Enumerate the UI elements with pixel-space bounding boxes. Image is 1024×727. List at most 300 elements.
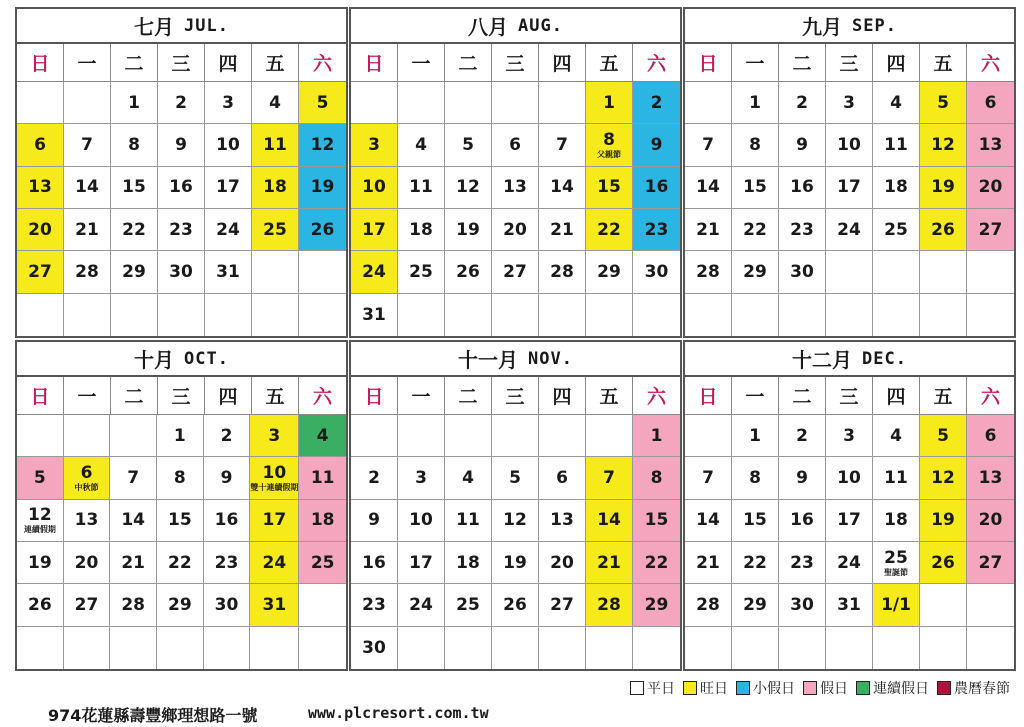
date-cell	[873, 124, 920, 166]
date-number: 22	[167, 552, 192, 573]
legend-swatch	[856, 681, 870, 695]
date-number: 5	[316, 92, 329, 113]
date-cell	[351, 500, 398, 542]
date-cell	[873, 209, 920, 251]
date-number: 18	[456, 552, 480, 573]
date-number: 27	[978, 219, 1003, 240]
date-cell	[299, 457, 346, 499]
date-cell	[685, 584, 732, 626]
date-cell	[586, 584, 633, 626]
date-cell	[351, 167, 398, 209]
date-cell	[445, 124, 492, 166]
date-number: 21	[121, 552, 145, 573]
date-number: 29	[597, 261, 621, 282]
date-number: 5	[937, 92, 949, 113]
empty-cell	[252, 294, 299, 336]
date-number: 15	[743, 510, 767, 531]
date-number: 21	[597, 552, 621, 573]
date-number: 11	[884, 467, 908, 488]
empty-cell	[685, 627, 732, 669]
empty-cell	[250, 627, 299, 669]
date-number: 25	[263, 219, 287, 240]
date-number: 17	[262, 510, 287, 531]
month-title-zh: 十一月	[458, 348, 519, 372]
date-cell	[732, 251, 779, 293]
date-cell	[539, 457, 586, 499]
date-number: 15	[167, 510, 192, 531]
empty-cell	[157, 627, 204, 669]
date-cell	[920, 500, 967, 542]
date-cell	[250, 500, 299, 542]
month-title-zh: 九月	[802, 15, 843, 39]
date-cell	[826, 82, 873, 124]
date-cell	[633, 167, 680, 209]
date-cell	[351, 294, 398, 336]
date-number: 17	[837, 510, 861, 531]
date-number: 12	[931, 467, 955, 488]
empty-cell	[685, 415, 732, 457]
date-cell	[351, 124, 398, 166]
date-cell	[17, 251, 64, 293]
weekday-header: 四	[539, 44, 586, 82]
date-cell	[252, 167, 299, 209]
date-number: 26	[931, 552, 955, 573]
date-number: 24	[262, 552, 287, 573]
weekday-header: 一	[732, 377, 779, 415]
date-cell	[732, 209, 779, 251]
date-number: 14	[696, 510, 720, 531]
empty-cell	[252, 251, 299, 293]
date-cell	[633, 584, 680, 626]
weekday-header-row	[685, 44, 1014, 82]
month-title-en: OCT.	[184, 348, 229, 369]
weekday-header: 日	[685, 44, 732, 82]
date-cell	[633, 542, 680, 584]
date-number: 12	[503, 510, 527, 531]
date-cell	[826, 124, 873, 166]
date-cell	[64, 542, 111, 584]
date-cell	[586, 251, 633, 293]
date-number: 1/1	[881, 594, 911, 615]
date-number: 8	[173, 467, 186, 488]
date-number: 21	[696, 219, 720, 240]
date-cell	[64, 167, 111, 209]
date-number: 1	[603, 92, 615, 113]
date-cell	[539, 500, 586, 542]
legend-label: 平日	[647, 681, 675, 697]
date-number: 8	[749, 134, 761, 155]
legend-item	[683, 678, 728, 698]
date-number: 10	[262, 462, 287, 483]
date-cell	[110, 500, 157, 542]
date-number: 21	[550, 219, 574, 240]
date-cell	[299, 167, 346, 209]
date-cell	[17, 457, 64, 499]
holiday-note: 聖誕節	[884, 567, 908, 577]
empty-cell	[299, 627, 346, 669]
weekday-header: 三	[826, 377, 873, 415]
empty-cell	[445, 415, 492, 457]
date-cell	[64, 500, 111, 542]
legend-item	[856, 678, 929, 698]
date-cell	[398, 167, 445, 209]
month-calendar	[683, 7, 1016, 338]
date-number: 3	[368, 134, 380, 155]
date-number: 29	[743, 594, 767, 615]
date-number: 4	[890, 425, 902, 446]
date-number: 25	[310, 552, 335, 573]
date-number: 29	[167, 594, 192, 615]
empty-cell	[873, 294, 920, 336]
date-cell	[920, 542, 967, 584]
date-cell	[492, 209, 539, 251]
date-number: 14	[550, 177, 574, 198]
weekday-header: 六	[299, 44, 346, 82]
date-number: 16	[790, 177, 814, 198]
date-number: 20	[978, 510, 1003, 531]
date-number: 22	[122, 219, 146, 240]
date-number: 26	[456, 261, 480, 282]
date-number: 4	[890, 92, 902, 113]
empty-cell	[64, 294, 111, 336]
date-cell	[586, 209, 633, 251]
date-number: 16	[644, 177, 669, 198]
date-number: 13	[74, 510, 99, 531]
date-cell	[445, 251, 492, 293]
date-number: 31	[216, 261, 240, 282]
weekday-header: 一	[64, 44, 111, 82]
weekday-header: 六	[299, 377, 346, 415]
month-title	[685, 342, 1014, 377]
weekday-header-row	[17, 44, 346, 82]
date-cell	[445, 167, 492, 209]
legend-label: 假日	[820, 681, 848, 697]
date-cell	[111, 167, 158, 209]
date-number: 25	[884, 547, 908, 568]
date-cell	[492, 584, 539, 626]
date-cell	[633, 500, 680, 542]
date-cell	[299, 542, 346, 584]
weekday-header: 日	[17, 44, 64, 82]
weekday-header: 五	[586, 44, 633, 82]
empty-cell	[110, 627, 157, 669]
date-number: 6	[984, 425, 997, 446]
holiday-note: 父親節	[597, 149, 621, 159]
date-cell	[633, 82, 680, 124]
empty-cell	[779, 627, 826, 669]
date-grid	[351, 415, 680, 669]
empty-cell	[539, 82, 586, 124]
date-cell	[586, 82, 633, 124]
date-cell	[539, 209, 586, 251]
date-number: 11	[263, 134, 287, 155]
empty-cell	[873, 251, 920, 293]
weekday-header: 日	[685, 377, 732, 415]
empty-cell	[398, 82, 445, 124]
legend-swatch	[683, 681, 697, 695]
legend-swatch	[630, 681, 644, 695]
date-cell	[873, 82, 920, 124]
date-number: 21	[696, 552, 720, 573]
date-number: 7	[702, 467, 714, 488]
date-cell	[398, 542, 445, 584]
month-title-en: DEC.	[862, 348, 907, 369]
date-number: 30	[169, 261, 193, 282]
date-number: 9	[368, 510, 380, 531]
month-title-zh: 十月	[134, 348, 175, 372]
date-number: 17	[409, 552, 433, 573]
date-number: 10	[837, 134, 861, 155]
empty-cell	[539, 627, 586, 669]
date-cell	[111, 82, 158, 124]
date-number: 2	[175, 92, 187, 113]
date-cell	[779, 415, 826, 457]
date-cell	[157, 500, 204, 542]
date-number: 2	[650, 92, 663, 113]
date-number: 29	[122, 261, 146, 282]
weekday-header: 五	[252, 44, 299, 82]
empty-cell	[299, 294, 346, 336]
date-cell	[779, 542, 826, 584]
date-grid	[685, 82, 1014, 336]
empty-cell	[685, 294, 732, 336]
date-cell	[445, 457, 492, 499]
weekday-header: 一	[398, 44, 445, 82]
date-number: 2	[368, 467, 380, 488]
date-cell	[17, 542, 64, 584]
date-cell	[920, 167, 967, 209]
date-number: 26	[27, 594, 52, 615]
date-number: 27	[74, 594, 99, 615]
date-cell	[685, 124, 732, 166]
date-cell	[351, 457, 398, 499]
empty-cell	[64, 627, 111, 669]
date-grid	[17, 82, 346, 336]
empty-cell	[967, 294, 1014, 336]
date-number: 27	[28, 261, 52, 282]
date-number: 25	[884, 219, 908, 240]
date-number: 24	[409, 594, 433, 615]
date-cell	[685, 209, 732, 251]
date-cell	[967, 415, 1014, 457]
date-number: 10	[837, 467, 861, 488]
date-cell	[351, 209, 398, 251]
empty-cell	[204, 627, 251, 669]
empty-cell	[110, 415, 157, 457]
weekday-header: 三	[492, 44, 539, 82]
date-cell	[826, 500, 873, 542]
legend-swatch	[803, 681, 817, 695]
date-number: 17	[837, 177, 861, 198]
date-cell	[492, 251, 539, 293]
date-cell	[252, 82, 299, 124]
date-number: 12	[27, 505, 52, 526]
weekday-header: 六	[967, 44, 1014, 82]
date-number: 2	[220, 425, 233, 446]
date-number: 8	[650, 467, 663, 488]
date-cell	[685, 457, 732, 499]
month-title	[17, 342, 346, 377]
month-calendar	[349, 340, 682, 671]
date-number: 19	[310, 177, 335, 198]
date-cell	[685, 500, 732, 542]
date-number: 14	[121, 510, 145, 531]
date-cell	[826, 584, 873, 626]
date-cell	[250, 542, 299, 584]
empty-cell	[826, 251, 873, 293]
date-number: 18	[310, 510, 335, 531]
date-number: 2	[796, 92, 808, 113]
date-cell	[779, 209, 826, 251]
date-number: 1	[650, 425, 663, 446]
date-cell	[445, 542, 492, 584]
date-number: 10	[216, 134, 240, 155]
date-number: 12	[931, 134, 955, 155]
date-number: 20	[503, 219, 527, 240]
date-number: 24	[837, 219, 861, 240]
date-cell	[967, 124, 1014, 166]
empty-cell	[445, 294, 492, 336]
date-cell	[539, 584, 586, 626]
date-number: 1	[749, 92, 761, 113]
date-number: 4	[462, 467, 474, 488]
date-cell	[299, 209, 346, 251]
date-number: 13	[503, 177, 527, 198]
date-cell	[873, 167, 920, 209]
date-cell	[492, 124, 539, 166]
date-cell	[17, 209, 64, 251]
date-cell	[685, 251, 732, 293]
empty-cell	[732, 294, 779, 336]
weekday-header: 五	[586, 377, 633, 415]
legend	[626, 678, 1010, 698]
date-number: 28	[696, 261, 720, 282]
date-cell	[586, 500, 633, 542]
date-number: 16	[169, 177, 193, 198]
empty-cell	[873, 627, 920, 669]
date-number: 6	[509, 134, 521, 155]
month-title-zh: 十二月	[792, 348, 853, 372]
month-title	[685, 9, 1014, 44]
month-calendar	[15, 340, 348, 671]
empty-cell	[586, 294, 633, 336]
date-number: 7	[556, 134, 568, 155]
weekday-header: 二	[111, 44, 158, 82]
date-number: 20	[28, 219, 52, 240]
date-cell	[205, 167, 252, 209]
weekday-header: 六	[633, 377, 680, 415]
empty-cell	[920, 627, 967, 669]
legend-item	[736, 678, 795, 698]
date-number: 11	[310, 467, 335, 488]
date-cell	[157, 584, 204, 626]
date-number: 15	[122, 177, 146, 198]
date-number: 14	[696, 177, 720, 198]
date-number: 17	[362, 219, 386, 240]
date-number: 31	[362, 304, 386, 325]
date-cell	[492, 457, 539, 499]
month-calendar	[349, 7, 682, 338]
date-number: 14	[597, 510, 621, 531]
date-number: 27	[503, 261, 527, 282]
date-number: 8	[749, 467, 761, 488]
date-number: 9	[220, 467, 233, 488]
date-cell	[873, 500, 920, 542]
date-cell	[158, 251, 205, 293]
empty-cell	[398, 415, 445, 457]
date-number: 23	[790, 552, 814, 573]
empty-cell	[398, 627, 445, 669]
date-number: 10	[409, 510, 433, 531]
date-number: 22	[597, 219, 621, 240]
weekday-header: 日	[351, 44, 398, 82]
date-cell	[351, 627, 398, 669]
date-number: 16	[790, 510, 814, 531]
empty-cell	[445, 82, 492, 124]
month-title-en: SEP.	[852, 15, 897, 36]
date-number: 3	[843, 92, 855, 113]
date-cell	[873, 415, 920, 457]
date-cell	[205, 124, 252, 166]
empty-cell	[920, 584, 967, 626]
empty-cell	[685, 82, 732, 124]
empty-cell	[539, 415, 586, 457]
date-number: 13	[550, 510, 574, 531]
date-number: 24	[362, 261, 386, 282]
month-calendar	[683, 340, 1016, 671]
date-cell	[111, 209, 158, 251]
date-cell	[873, 542, 920, 584]
empty-cell	[586, 627, 633, 669]
date-cell	[157, 542, 204, 584]
date-number: 4	[316, 425, 329, 446]
legend-item	[630, 678, 675, 698]
date-number: 2	[796, 425, 808, 446]
weekday-header: 二	[445, 44, 492, 82]
date-cell	[205, 82, 252, 124]
date-cell	[633, 209, 680, 251]
date-cell	[64, 251, 111, 293]
weekday-header: 五	[920, 44, 967, 82]
date-number: 8	[128, 134, 140, 155]
date-number: 9	[796, 134, 808, 155]
weekday-header: 一	[732, 44, 779, 82]
date-cell	[633, 457, 680, 499]
date-number: 5	[937, 425, 949, 446]
empty-cell	[17, 627, 64, 669]
date-number: 11	[409, 177, 433, 198]
holiday-note: 連續假期	[23, 525, 56, 535]
date-cell	[586, 542, 633, 584]
date-cell	[826, 167, 873, 209]
date-cell	[967, 82, 1014, 124]
empty-cell	[111, 294, 158, 336]
date-number: 5	[509, 467, 521, 488]
date-number: 15	[597, 177, 621, 198]
weekday-header: 四	[873, 377, 920, 415]
date-cell	[205, 209, 252, 251]
date-number: 10	[362, 177, 386, 198]
date-number: 28	[550, 261, 574, 282]
date-cell	[732, 542, 779, 584]
month-title	[17, 9, 346, 44]
date-cell	[157, 415, 204, 457]
empty-cell	[299, 584, 346, 626]
empty-cell	[586, 415, 633, 457]
date-cell	[252, 209, 299, 251]
date-number: 20	[74, 552, 99, 573]
weekday-header: 三	[826, 44, 873, 82]
